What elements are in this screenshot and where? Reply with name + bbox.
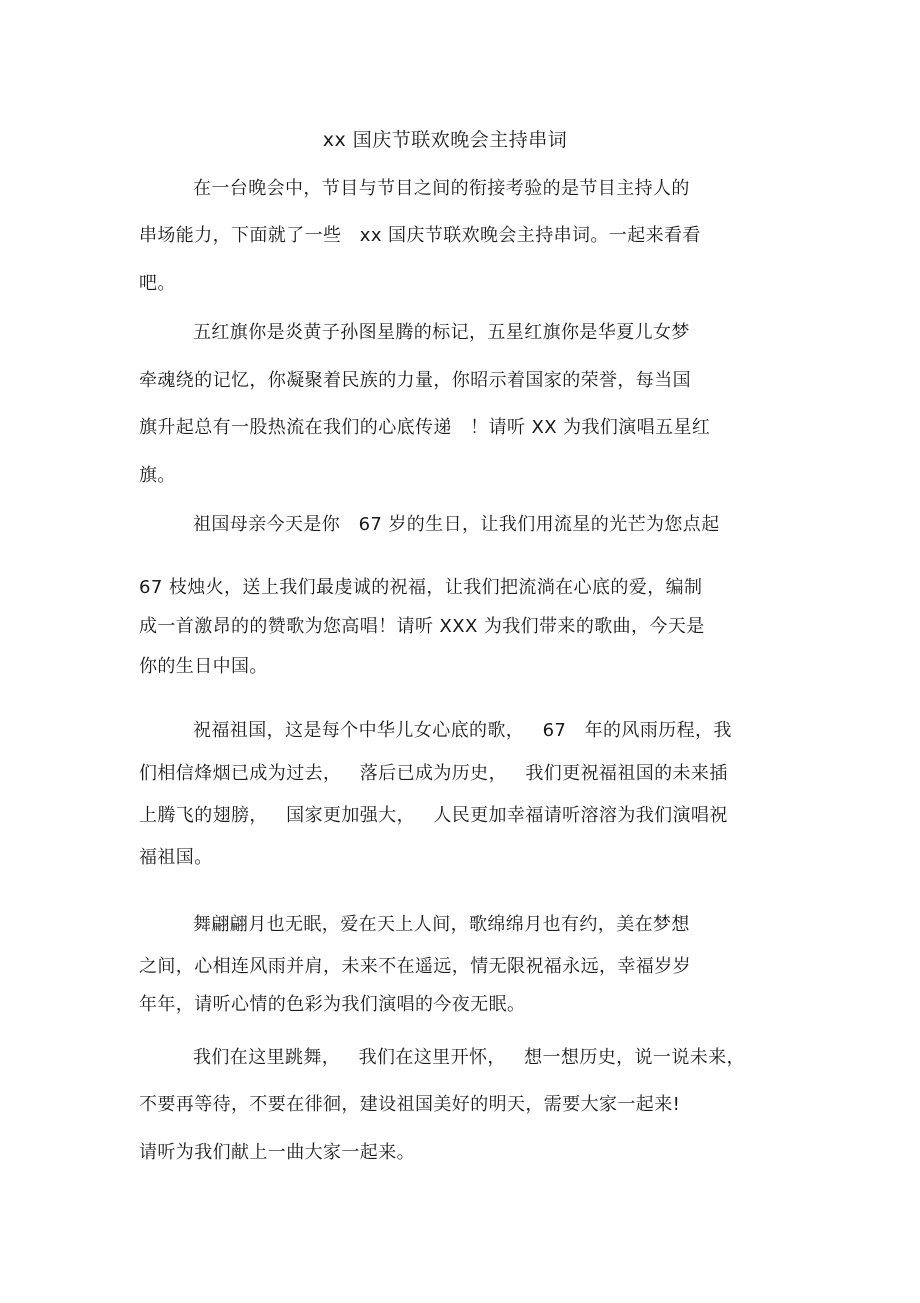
paragraph-5-line-3: 年年，请听心情的色彩为我们演唱的今夜无眠。	[139, 994, 526, 1015]
paragraph-6-line-3: 请听为我们献上一曲大家一起来。	[139, 1142, 415, 1163]
document-title: xx 国庆节联欢晚会主持串词	[322, 129, 568, 151]
paragraph-6-line-1: 我们在这里跳舞， 我们在这里开怀， 想一想历史，说一说未来，	[193, 1047, 745, 1068]
paragraph-6-line-2: 不要再等待，不要在徘徊，建设祖国美好的明天，需要大家一起来!	[139, 1094, 681, 1115]
paragraph-2-line-1: 五红旗你是炎黄子孙图星腾的标记，五星红旗你是华夏儿女梦	[193, 322, 690, 343]
paragraph-4-line-4: 福祖国。	[139, 847, 213, 868]
paragraph-3-line-2: 67 枝烛火，送上我们最虔诚的祝福，让我们把流淌在心底的爱，编制	[139, 577, 703, 598]
paragraph-1-line-3: 吧。	[139, 273, 176, 294]
paragraph-4-line-1: 祝福祖国，这是每个中华儿女心底的歌， 67 年的风雨历程，我	[193, 720, 732, 741]
paragraph-3-line-4: 你的生日中国。	[139, 656, 268, 677]
paragraph-4-line-2: 们相信烽烟已成为过去， 落后已成为历史， 我们更祝福祖国的未来插	[139, 763, 728, 784]
paragraph-4-line-3: 上腾飞的翅膀， 国家更加强大， 人民更加幸福请听溶溶为我们演唱祝	[139, 805, 728, 826]
paragraph-3-line-1: 祖国母亲今天是你 67 岁的生日，让我们用流星的光芒为您点起	[193, 514, 720, 535]
paragraph-1-line-1: 在一台晚会中，节目与节目之间的衔接考验的是节目主持人的	[193, 178, 690, 199]
paragraph-2-line-3: 旗升起总有一股热流在我们的心底传递 ！请听 XX 为我们演唱五星红	[139, 417, 711, 438]
paragraph-1-line-2: 串场能力，下面就了一些 xx 国庆节联欢晚会主持串词。一起来看看	[139, 225, 701, 246]
paragraph-2-line-2: 牵魂绕的记忆，你凝聚着民族的力量，你昭示着国家的荣誉，每当国	[139, 370, 691, 391]
paragraph-2-line-4: 旗。	[139, 465, 176, 486]
paragraph-3-line-3: 成一首激昂的的赞歌为您高唱！请听 XXX 为我们带来的歌曲，今天是	[139, 616, 705, 637]
paragraph-5-line-1: 舞翩翩月也无眠，爱在天上人间，歌绵绵月也有约，美在梦想	[193, 914, 690, 935]
paragraph-5-line-2: 之间，心相连风雨并肩，未来不在遥远，情无限祝福永远，幸福岁岁	[139, 956, 691, 977]
